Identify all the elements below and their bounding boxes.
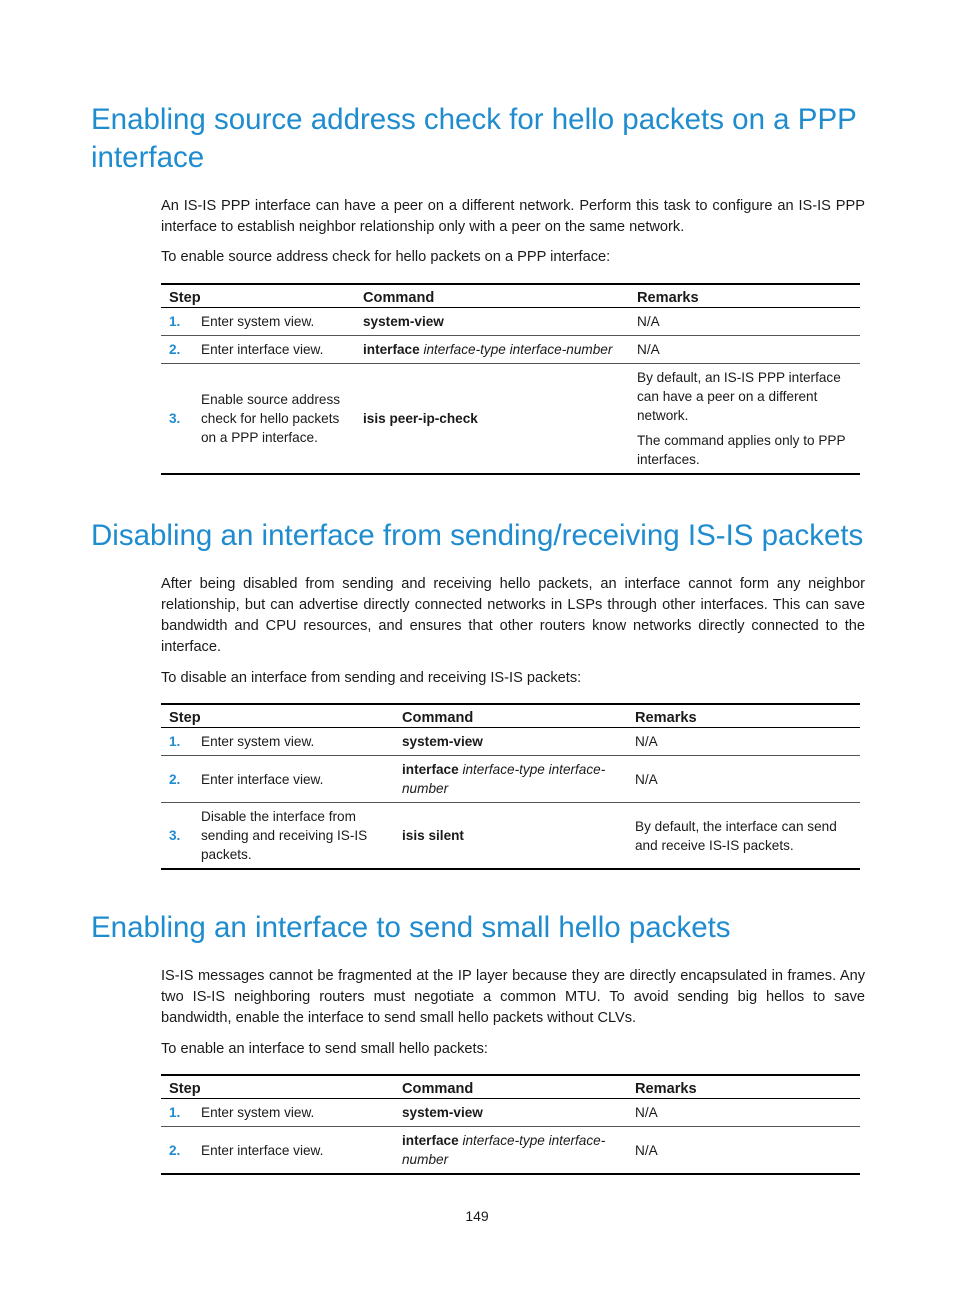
step-number: 2. bbox=[161, 1127, 193, 1175]
command-keyword: system-view bbox=[363, 314, 444, 329]
step-number: 3. bbox=[161, 803, 193, 870]
section-2-paragraph-2: To disable an interface from sending and receiving IS-IS packets: bbox=[161, 670, 582, 686]
command-keyword: isis silent bbox=[402, 828, 464, 843]
header-command: Command bbox=[355, 284, 629, 308]
table-row bbox=[161, 803, 860, 870]
table-row bbox=[161, 336, 860, 364]
table-row bbox=[161, 728, 860, 756]
command-argument: interface-type interface-number bbox=[402, 762, 606, 796]
remarks-cell bbox=[627, 756, 860, 803]
section-title-small-hello: Enabling an interface to send small hello packets bbox=[91, 911, 731, 944]
step-number: 2. bbox=[161, 756, 193, 803]
header-step: Step bbox=[161, 1075, 394, 1099]
step-description: Enter system view. bbox=[193, 728, 394, 756]
header-step: Step bbox=[161, 704, 394, 728]
command-keyword: interface bbox=[402, 762, 459, 777]
command-cell bbox=[394, 1099, 627, 1127]
step-description: Enter system view. bbox=[193, 308, 355, 336]
command-cell bbox=[355, 336, 629, 364]
steps-table-disable-isis bbox=[161, 703, 860, 870]
section-title-disable-isis-packets: Disabling an interface from sending/receiving IS-IS packets bbox=[91, 519, 864, 552]
step-description: Enter interface view. bbox=[193, 756, 394, 803]
remark-text: N/A bbox=[635, 734, 658, 749]
command-cell bbox=[394, 756, 627, 803]
remark-text: N/A bbox=[635, 1105, 658, 1120]
header-command: Command bbox=[394, 704, 627, 728]
command-argument: interface-type interface-number bbox=[423, 342, 613, 357]
command-cell bbox=[394, 803, 627, 870]
page-number: 149 bbox=[465, 1208, 489, 1224]
command-cell bbox=[394, 1127, 627, 1175]
remark-text: N/A bbox=[635, 1142, 658, 1158]
step-number: 1. bbox=[161, 1099, 193, 1127]
step-number: 1. bbox=[161, 308, 193, 336]
remarks-cell bbox=[629, 364, 860, 475]
command-cell bbox=[394, 728, 627, 756]
section-1-paragraph-2: To enable source address check for hello packets on a PPP interface: bbox=[161, 249, 611, 265]
remark-text: N/A bbox=[637, 342, 660, 357]
remarks-cell bbox=[629, 336, 860, 364]
command-keyword: interface bbox=[402, 1133, 459, 1148]
remark-text: N/A bbox=[637, 314, 660, 329]
remark-text: By default, an IS-IS PPP interface can have a peer on a different network. bbox=[637, 370, 841, 423]
header-remarks: Remarks bbox=[629, 284, 860, 308]
remark-text: By default, the interface can send and receive IS-IS packets. bbox=[635, 818, 837, 853]
command-cell bbox=[355, 364, 629, 475]
step-number: 1. bbox=[161, 728, 193, 756]
remarks-cell bbox=[627, 728, 860, 756]
steps-table-small-hello bbox=[161, 1074, 860, 1175]
steps-table-ppp-source-check bbox=[161, 283, 860, 475]
command-keyword: interface bbox=[363, 342, 420, 357]
header-remarks: Remarks bbox=[627, 704, 860, 728]
table-row bbox=[161, 1127, 860, 1175]
section-3-paragraph-2: To enable an interface to send small hello packets: bbox=[161, 1041, 488, 1057]
remarks-cell bbox=[627, 1127, 860, 1175]
section-3-paragraph-1: IS-IS messages cannot be fragmented at the IP layer because they are directly encapsulated in frames. Any two IS-IS neighboring routers must negotiate a common MTU. To avoid sending big hellos to save bandwidth, enable the interface to send small hello packets without CLVs. bbox=[161, 968, 865, 1026]
remarks-cell bbox=[627, 1099, 860, 1127]
step-description: Enter interface view. bbox=[193, 1127, 394, 1175]
remarks-cell bbox=[629, 308, 860, 336]
step-description: Enable source address check for hello packets on a PPP interface. bbox=[193, 364, 355, 475]
header-step: Step bbox=[161, 284, 355, 308]
command-argument: interface-type interface-number bbox=[402, 1133, 606, 1167]
step-number: 3. bbox=[161, 364, 193, 475]
section-1-paragraph-1: An IS-IS PPP interface can have a peer on a different network. Perform this task to configure an IS-IS PPP interface to establish neighbor relationship only with a peer on the same network. bbox=[161, 198, 865, 235]
table-row bbox=[161, 364, 860, 475]
step-number: 2. bbox=[161, 336, 193, 364]
command-keyword: isis peer-ip-check bbox=[363, 411, 478, 426]
header-remarks: Remarks bbox=[627, 1075, 860, 1099]
step-description: Enter system view. bbox=[193, 1099, 394, 1127]
section-2-paragraph-1: After being disabled from sending and receiving hello packets, an interface cannot form any neighbor relationship, but can advertise directly connected networks in LSPs through other interfaces. This can save bandwidth and CPU resources, and ensures that other routers know networks directly connected to the interface. bbox=[161, 576, 865, 655]
command-keyword: system-view bbox=[402, 734, 483, 749]
remarks-cell bbox=[627, 803, 860, 870]
step-description: Disable the interface from sending and receiving IS-IS packets. bbox=[193, 803, 394, 870]
remark-text: The command applies only to PPP interfaces. bbox=[637, 433, 846, 467]
command-keyword: system-view bbox=[402, 1105, 483, 1120]
table-row bbox=[161, 756, 860, 803]
command-cell bbox=[355, 308, 629, 336]
header-command: Command bbox=[394, 1075, 627, 1099]
section-title-ppp-source-check: Enabling source address check for hello packets on a PPP interface bbox=[91, 103, 857, 174]
step-description: Enter interface view. bbox=[193, 336, 355, 364]
table-row bbox=[161, 1099, 860, 1127]
remark-text: N/A bbox=[635, 771, 658, 787]
table-row bbox=[161, 308, 860, 336]
